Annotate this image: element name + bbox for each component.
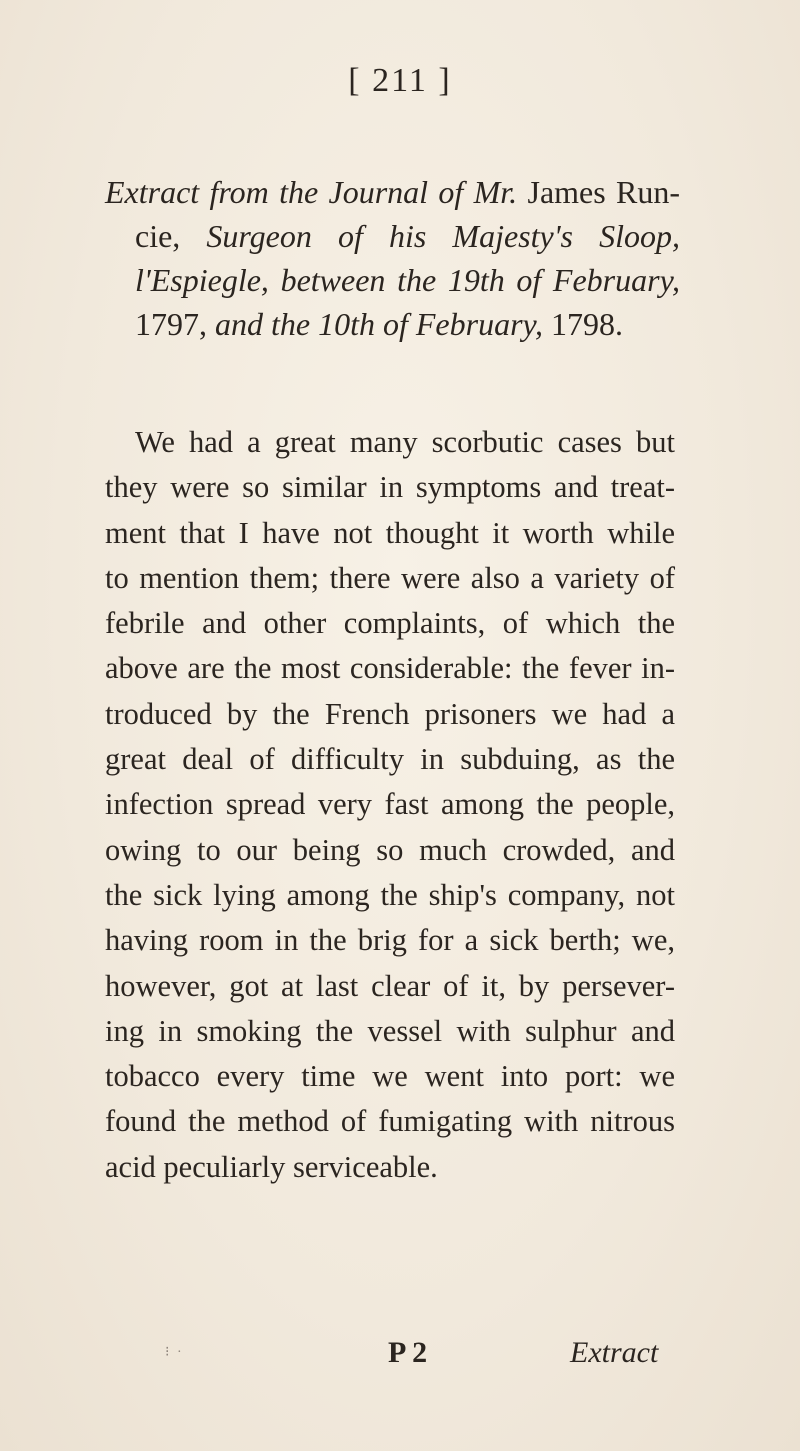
heading-part-10: 1798. xyxy=(550,306,623,342)
body-line: We had a great many scorbutic cases but xyxy=(135,425,675,459)
body-line: ing in smoking the vessel with sulphur and xyxy=(105,1013,675,1048)
signature-mark: P 2 xyxy=(388,1336,428,1369)
body-line: to mention them; there were also a variety of xyxy=(105,560,675,595)
body-line: troduced by the French prisoners we had a xyxy=(105,696,675,731)
page-footer xyxy=(0,1336,800,1376)
body-line: however, got at last clear of it, by persever- xyxy=(105,968,675,1003)
body-line: tobacco every time we went into port: we xyxy=(105,1059,675,1094)
section-heading xyxy=(105,170,680,346)
heading-part-8: and the xyxy=(215,306,311,342)
heading-part-3: cie, xyxy=(135,218,181,254)
heading-part-4: Surgeon of his Majesty's Sloop, l'Espiegle, xyxy=(135,218,681,298)
body-line: the sick lying among the ship's company, not xyxy=(105,877,675,912)
catchword: Extract xyxy=(570,1336,659,1369)
heading-part-5: between the xyxy=(280,262,437,298)
body-line: acid peculiarly serviceable. xyxy=(105,1149,438,1184)
body-line: great deal of difficulty in subduing, as the xyxy=(105,742,675,777)
ink-smudge: ⁝ · xyxy=(165,1345,184,1360)
heading-part-9: 10th of February, xyxy=(318,306,543,342)
body-line: found the method of fumigating with nitrous xyxy=(105,1104,675,1139)
body-paragraph xyxy=(105,420,675,1190)
body-line: above are the most considerable: the fever in- xyxy=(105,651,675,686)
heading-part-2: James Run- xyxy=(527,174,681,210)
heading-part-1: Extract from the Journal of Mr. xyxy=(105,174,518,210)
body-line: infection spread very fast among the people, xyxy=(105,787,675,822)
body-line: they were so similar in symptoms and treat- xyxy=(105,470,675,505)
body-line: having room in the brig for a sick berth; we, xyxy=(105,923,675,958)
body-line: ment that I have not thought it worth while xyxy=(105,515,675,550)
body-line: owing to our being so much crowded, and xyxy=(105,832,675,867)
heading-part-7: 1797, xyxy=(135,306,207,342)
heading-part-6: 19th of February, xyxy=(447,262,681,298)
body-line: febrile and other complaints, of which the xyxy=(105,606,675,641)
page-number: [ 211 ] xyxy=(348,62,452,99)
